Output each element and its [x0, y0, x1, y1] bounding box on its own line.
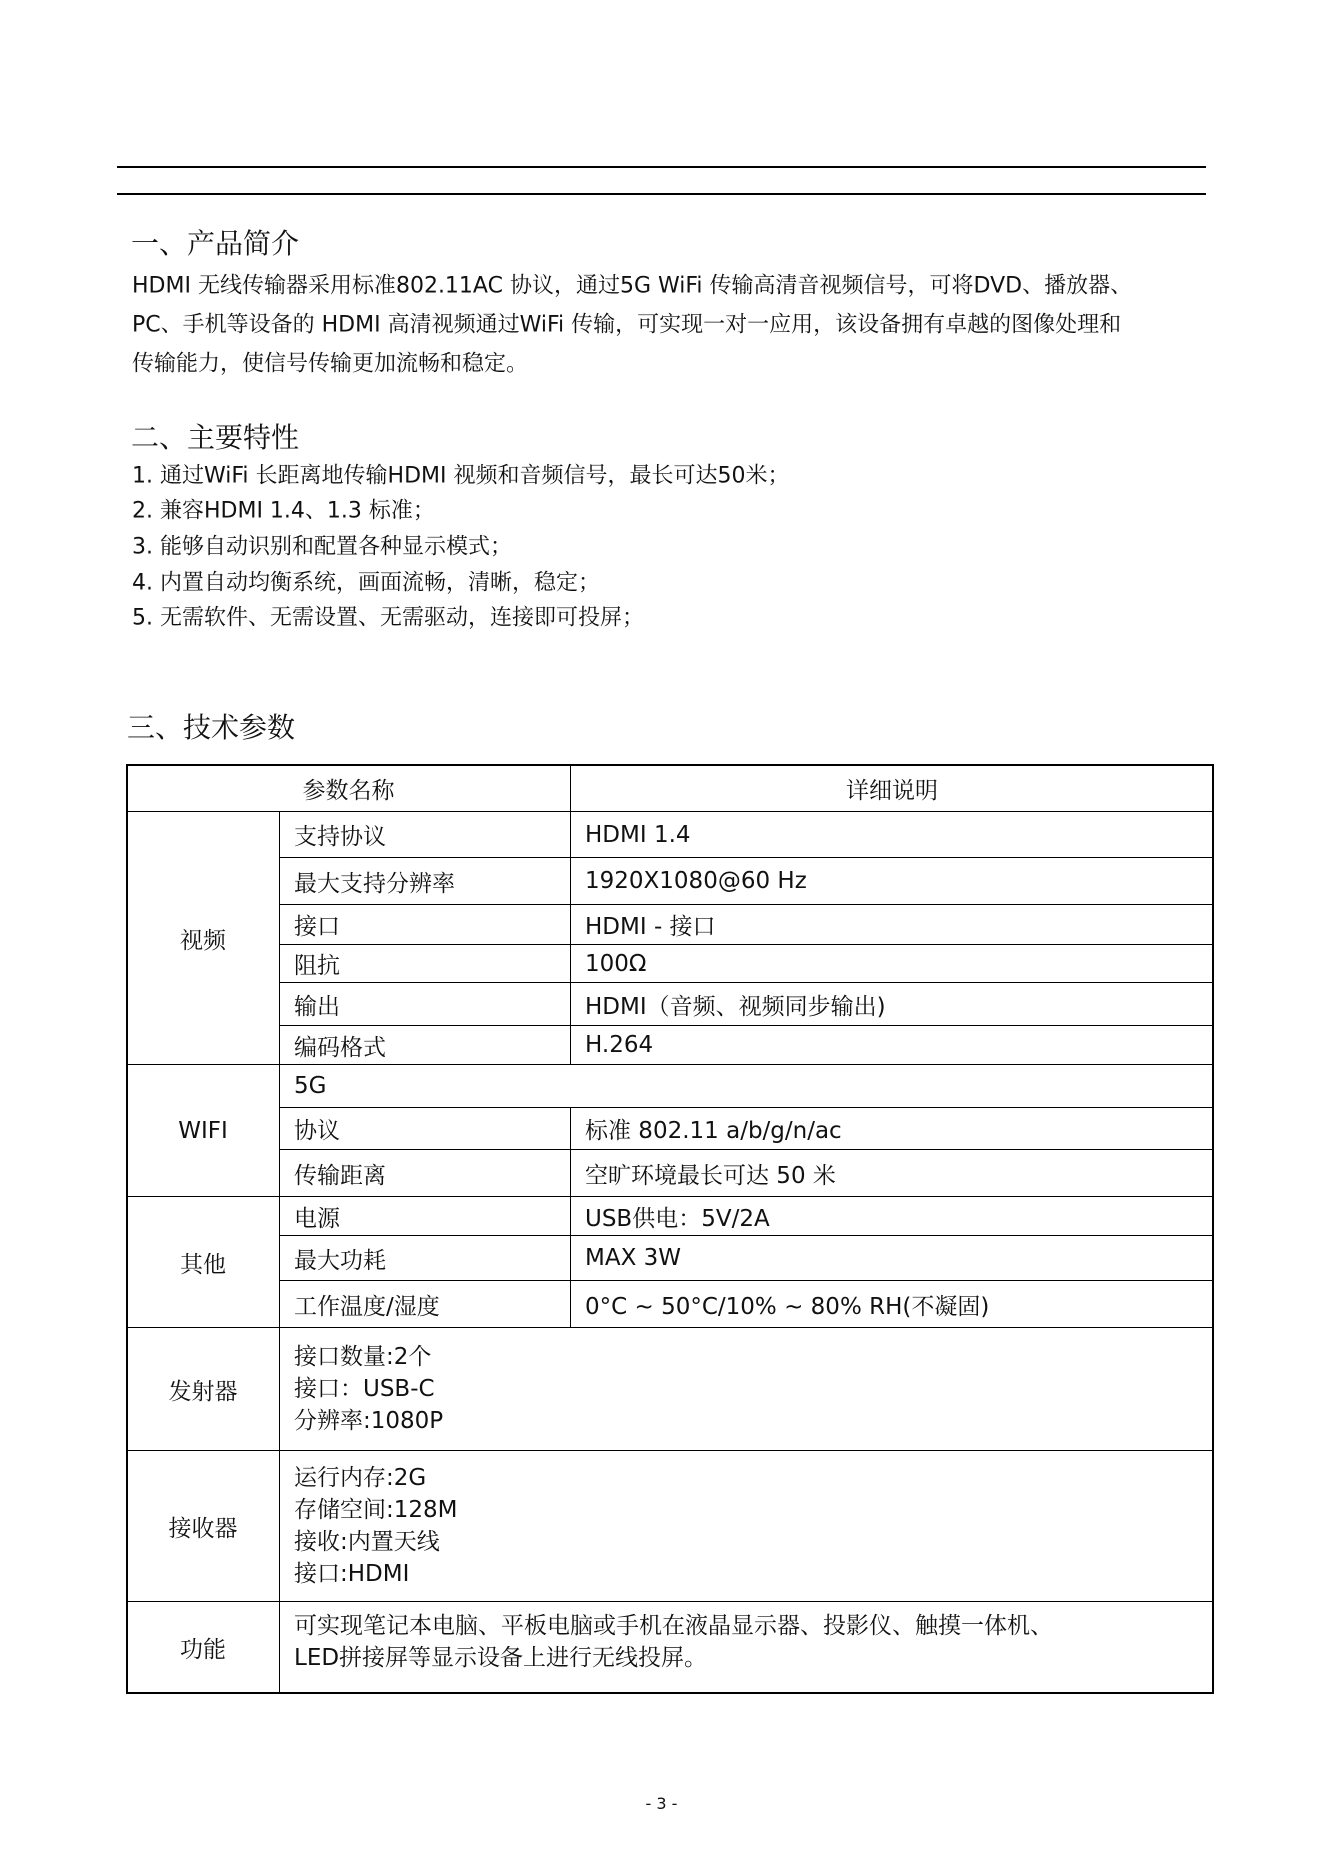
feature-item: 4. 内置自动均衡系统，画面流畅，清晰，稳定； — [132, 570, 600, 596]
table-header-detail: 详细说明 — [570, 764, 1214, 812]
wifi-band: 5G — [279, 1064, 1214, 1108]
param-value: HDMI 1.4 — [570, 811, 1214, 858]
param-value: 100Ω — [570, 944, 1214, 983]
group-wifi: WIFI — [126, 1064, 280, 1197]
param-name: 工作温度/湿度 — [279, 1280, 571, 1328]
feature-item: 2. 兼容HDMI 1.4、1.3 标准； — [132, 498, 435, 524]
param-value: HDMI（音频、视频同步输出) — [570, 982, 1214, 1026]
detail-line: 运行内存:2G — [294, 1465, 427, 1491]
param-value: 0°C ~ 50°C/10% ~ 80% RH(不凝固) — [570, 1280, 1214, 1328]
feature-item: 5. 无需软件、无需设置、无需驱动，连接即可投屏； — [132, 605, 644, 631]
intro-line: PC、手机等设备的 HDMI 高清视频通过WiFi 传输，可实现一对一应用，该设备拥有卓越的图像处理和 — [132, 312, 1122, 338]
intro-line: HDMI 无线传输器采用标准802.11AC 协议，通过5G WiFi 传输高清音视频信号，可将DVD、播放器、 — [132, 273, 1133, 299]
group-transmitter: 发射器 — [126, 1327, 280, 1451]
param-value: H.264 — [570, 1025, 1214, 1065]
detail-line: 接口数量:2个 — [294, 1344, 432, 1370]
param-name: 接口 — [279, 904, 571, 945]
detail-line: 存储空间:128M — [294, 1497, 458, 1523]
group-function: 功能 — [126, 1601, 280, 1694]
group-other: 其他 — [126, 1196, 280, 1328]
receiver-details — [279, 1450, 1214, 1602]
param-name: 电源 — [279, 1196, 571, 1236]
page-number: - 3 - — [645, 1794, 678, 1813]
param-name: 支持协议 — [279, 811, 571, 858]
param-name: 最大支持分辨率 — [279, 857, 571, 905]
detail-line: 可实现笔记本电脑、平板电脑或手机在液晶显示器、投影仪、触摸一体机、 — [294, 1612, 1053, 1639]
group-video: 视频 — [126, 811, 280, 1065]
param-name: 编码格式 — [279, 1025, 571, 1065]
param-value: 空旷环境最长可达 50 米 — [570, 1149, 1214, 1197]
param-name: 协议 — [279, 1107, 571, 1150]
group-receiver: 接收器 — [126, 1450, 280, 1602]
feature-item: 3. 能够自动识别和配置各种显示模式； — [132, 534, 512, 560]
param-value: MAX 3W — [570, 1235, 1214, 1281]
header-rule-bottom — [117, 193, 1206, 195]
table-header-param: 参数名称 — [126, 764, 571, 812]
detail-line: 接口：USB-C — [294, 1376, 435, 1402]
param-value: 1920X1080@60 Hz — [570, 857, 1214, 905]
detail-line: LED拼接屏等显示设备上进行无线投屏。 — [294, 1644, 708, 1671]
transmitter-details — [279, 1327, 1214, 1451]
detail-line: 接收:内置天线 — [294, 1529, 440, 1555]
intro-line: 传输能力，使信号传输更加流畅和稳定。 — [132, 351, 529, 377]
feature-item: 1. 通过WiFi 长距离地传输HDMI 视频和音频信号，最长可达50米； — [132, 463, 790, 489]
param-value: 标准 802.11 a/b/g/n/ac — [570, 1107, 1214, 1150]
header-rule-top — [117, 166, 1206, 168]
detail-line: 接口:HDMI — [294, 1561, 410, 1587]
section-title-features: 二、主要特性 — [131, 421, 300, 454]
param-name: 阻抗 — [279, 944, 571, 983]
section-title-specs: 三、技术参数 — [127, 711, 296, 744]
param-name: 传输距离 — [279, 1149, 571, 1197]
section-title-intro: 一、产品简介 — [131, 227, 300, 260]
function-details — [279, 1601, 1214, 1694]
param-name: 输出 — [279, 982, 571, 1026]
param-value: USB供电：5V/2A — [570, 1196, 1214, 1236]
param-value: HDMI - 接口 — [570, 904, 1214, 945]
param-name: 最大功耗 — [279, 1235, 571, 1281]
detail-line: 分辨率:1080P — [294, 1408, 444, 1434]
